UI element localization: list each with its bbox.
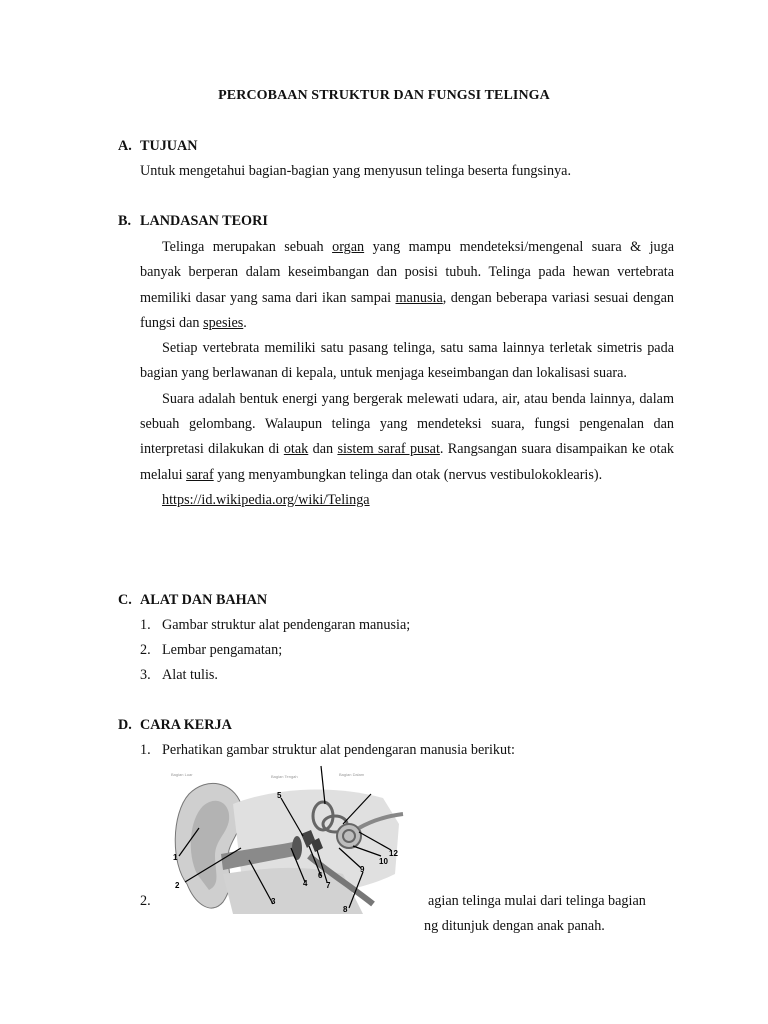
item-number: 1. [140, 617, 151, 633]
landasan-teori-body [140, 235, 674, 513]
figure-label: 5 [277, 791, 282, 800]
text-run: dan [308, 441, 338, 458]
text-run: . Rangsangan suara disampaikan ke otak melalui [140, 441, 674, 483]
section-letter: D. [118, 717, 132, 733]
section-title: LANDASAN TEORI [140, 213, 268, 229]
text-run: Telinga merupakan sebuah [162, 239, 333, 255]
link-otak[interactable]: otak [283, 441, 309, 458]
figure-label: 8 [343, 905, 348, 914]
link-manusia[interactable]: manusia [395, 289, 443, 306]
item-number: 2. [140, 642, 151, 658]
figure-label: 2 [175, 881, 180, 890]
page-title: PERCOBAAN STRUKTUR DAN FUNGSI TELINGA [218, 88, 550, 103]
text-run: yang mampu mendeteksi/mengenal suara & juga banyak berperan dalam keseimbangan dan posisi tubuh. Telinga pada hewan vertebrata memiliki dasar yang sama dari ikan sampai [140, 239, 675, 306]
section-letter: C. [118, 592, 132, 608]
text-run: , dengan beberapa variasi sesuai dengan fungsi dan [140, 289, 675, 331]
figure-label: 1 [173, 853, 178, 862]
figure-label: 9 [360, 865, 365, 874]
step2-text-line1: agian telinga mulai dari telinga bagian [428, 893, 646, 909]
text-run: . [243, 314, 247, 331]
wikipedia-link[interactable]: https://id.wikipedia.org/wiki/Telinga [162, 491, 370, 508]
source-link [140, 488, 674, 513]
item-text: Alat tulis. [162, 667, 218, 683]
item-number: 3. [140, 667, 151, 683]
ear-diagram [163, 764, 413, 920]
step2-text-line2: ng ditunjuk dengan anak panah. [424, 918, 605, 934]
figure-top-label: Bagian Tengah [271, 774, 298, 779]
tujuan-text: Untuk mengetahui bagian-bagian yang menyusun telinga beserta fungsinya. [140, 163, 572, 179]
paragraph-3 [140, 387, 674, 488]
figure-label: 12 [389, 849, 398, 858]
item-text: Perhatikan gambar struktur alat pendengaran manusia berikut: [162, 742, 515, 758]
section-title: TUJUAN [140, 138, 198, 154]
item-number: 1. [140, 742, 151, 758]
text-run: Suara adalah bentuk energi yang bergerak melewati udara, air, atau benda lainnya, dalam sebuah gelombang. Walaupun telinga yang mendeteksi suara, fungsi pengenalan dan interpretasi dilakukan di [140, 390, 674, 458]
link-saraf[interactable]: saraf [186, 466, 214, 483]
section-letter: B. [118, 213, 132, 229]
figure-top-label: Bagian Luar [171, 772, 193, 777]
paragraph-1 [140, 235, 674, 336]
item-text: Lembar pengamatan; [162, 642, 283, 658]
item-number: 2. [140, 893, 151, 909]
item-text: Gambar struktur alat pendengaran manusia; [162, 617, 411, 633]
ear-structure-figure [163, 764, 413, 920]
figure-label: 4 [303, 879, 308, 888]
section-title: CARA KERJA [140, 717, 232, 733]
link-spesies[interactable]: spesies [203, 314, 244, 331]
figure-label: 6 [318, 871, 323, 880]
figure-top-label: Bagian Dalam [339, 772, 365, 777]
section-title: ALAT DAN BAHAN [140, 592, 268, 608]
paragraph-2: Setiap vertebrata memiliki satu pasang telinga, satu sama lainnya terletak simetris pada bagian yang berlawanan di kepala, untuk menjaga keseimbangan dan lokalisasi suara. [140, 340, 674, 382]
section-letter: A. [118, 138, 132, 154]
text-run: yang menyambungkan telinga dan otak (nervus vestibulokoklearis). [213, 466, 603, 483]
link-organ[interactable]: organ [332, 239, 365, 255]
link-sistem-saraf-pusat[interactable]: sistem saraf pusat [337, 441, 440, 458]
figure-label: 3 [271, 897, 276, 906]
figure-label: 10 [379, 857, 388, 866]
figure-label: 7 [326, 881, 331, 890]
